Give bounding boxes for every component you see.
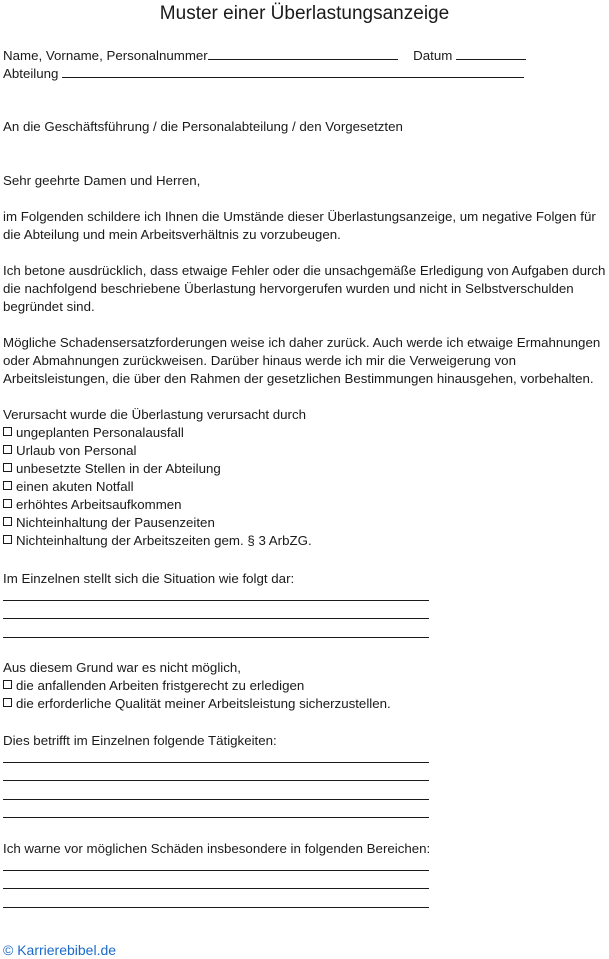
checkbox-label: die erforderliche Qualität meiner Arbeitsleistung sicherzustellen.: [16, 696, 391, 711]
write-line[interactable]: [3, 600, 429, 601]
write-line[interactable]: [3, 637, 429, 638]
checkbox-item[interactable]: [3, 460, 312, 478]
checkbox-icon[interactable]: [3, 427, 12, 436]
paragraph-emphasis: Ich betone ausdrücklich, dass etwaige Fehler oder die unsachgemäße Erledigung von Aufgaben durch die nachfolgend beschriebene Überlastung hervorgerufen wurden und nicht in Selbstverschulden begründet sind.: [3, 263, 606, 314]
checkbox-item[interactable]: [3, 695, 391, 713]
checkbox-label: einen akuten Notfall: [16, 479, 134, 494]
paragraph-intro: im Folgenden schildere ich Ihnen die Umstände dieser Überlastungsanzeige, um negative Folgen für die Abteilung und mein Arbeitsverhältnis zu vorzubeugen.: [3, 209, 596, 242]
write-line[interactable]: [3, 870, 429, 871]
datum-label: Datum: [413, 48, 453, 63]
checkbox-label: die anfallenden Arbeiten fristgerecht zu erledigen: [16, 678, 305, 693]
name-label: Name, Vorname, Personalnummer: [3, 48, 208, 63]
page-title: Muster einer Überlastungsanzeige: [159, 3, 450, 24]
activities-label: Dies betrifft im Einzelnen folgende Tätigkeiten:: [3, 733, 277, 748]
checkbox-label: Nichteinhaltung der Arbeitszeiten gem. § 3 ArbZG.: [16, 533, 312, 548]
checkbox-icon[interactable]: [3, 517, 12, 526]
consequences-intro: Aus diesem Grund war es nicht möglich,: [3, 660, 241, 675]
checkbox-icon[interactable]: [3, 463, 12, 472]
write-line[interactable]: [3, 907, 429, 908]
checkbox-item[interactable]: [3, 424, 312, 442]
write-line[interactable]: [3, 780, 429, 781]
causes-section: [3, 406, 312, 550]
checkbox-icon[interactable]: [3, 535, 12, 544]
warning-label: Ich warne vor möglichen Schäden insbesondere in folgenden Bereichen:: [3, 841, 431, 856]
checkbox-item[interactable]: [3, 442, 312, 460]
checkbox-item[interactable]: [3, 478, 312, 496]
consequences-section: [3, 659, 391, 713]
situation-label: Im Einzelnen stellt sich die Situation wie folgt dar:: [3, 571, 295, 586]
checkbox-label: unbesetzte Stellen in der Abteilung: [16, 461, 221, 476]
checkbox-item[interactable]: [3, 677, 391, 695]
checkbox-item[interactable]: [3, 532, 312, 550]
checkbox-icon[interactable]: [3, 698, 12, 707]
name-field[interactable]: [208, 45, 398, 60]
write-line[interactable]: [3, 618, 429, 619]
datum-field[interactable]: [456, 45, 526, 60]
checkbox-label: ungeplanten Personalausfall: [16, 425, 184, 440]
checkbox-item[interactable]: [3, 514, 312, 532]
write-line[interactable]: [3, 888, 429, 889]
checkbox-icon[interactable]: [3, 499, 12, 508]
checkbox-icon[interactable]: [3, 680, 12, 689]
write-line[interactable]: [3, 762, 429, 763]
causes-intro: Verursacht wurde die Überlastung verursacht durch: [3, 407, 307, 422]
checkbox-item[interactable]: [3, 496, 312, 514]
name-row: [3, 45, 526, 65]
addressee: An die Geschäftsführung / die Personalabteilung / den Vorgesetzten: [3, 119, 403, 134]
checkbox-icon[interactable]: [3, 481, 12, 490]
write-line[interactable]: [3, 799, 429, 800]
copyright-footer: © Karrierebibel.de: [3, 942, 117, 958]
checkbox-label: erhöhtes Arbeitsaufkommen: [16, 497, 182, 512]
greeting: Sehr geehrte Damen und Herren,: [3, 173, 201, 188]
paragraph-claims: Mögliche Schadensersatzforderungen weise ich daher zurück. Auch werde ich etwaige Ermahnungen oder Abmahnungen zurückweisen. Darüber hinaus werde ich mir die Verweigerung von Arbeitsleistungen, die über den Rahmen der gesetzlichen Bestimmungen hinausgehen, vorbehalten.: [3, 335, 601, 386]
write-line[interactable]: [3, 817, 429, 818]
abteilung-row: [3, 63, 524, 83]
abteilung-label: Abteilung: [3, 66, 59, 81]
checkbox-label: Urlaub von Personal: [16, 443, 137, 458]
checkbox-icon[interactable]: [3, 445, 12, 454]
abteilung-field[interactable]: [62, 63, 524, 78]
checkbox-label: Nichteinhaltung der Pausenzeiten: [16, 515, 215, 530]
